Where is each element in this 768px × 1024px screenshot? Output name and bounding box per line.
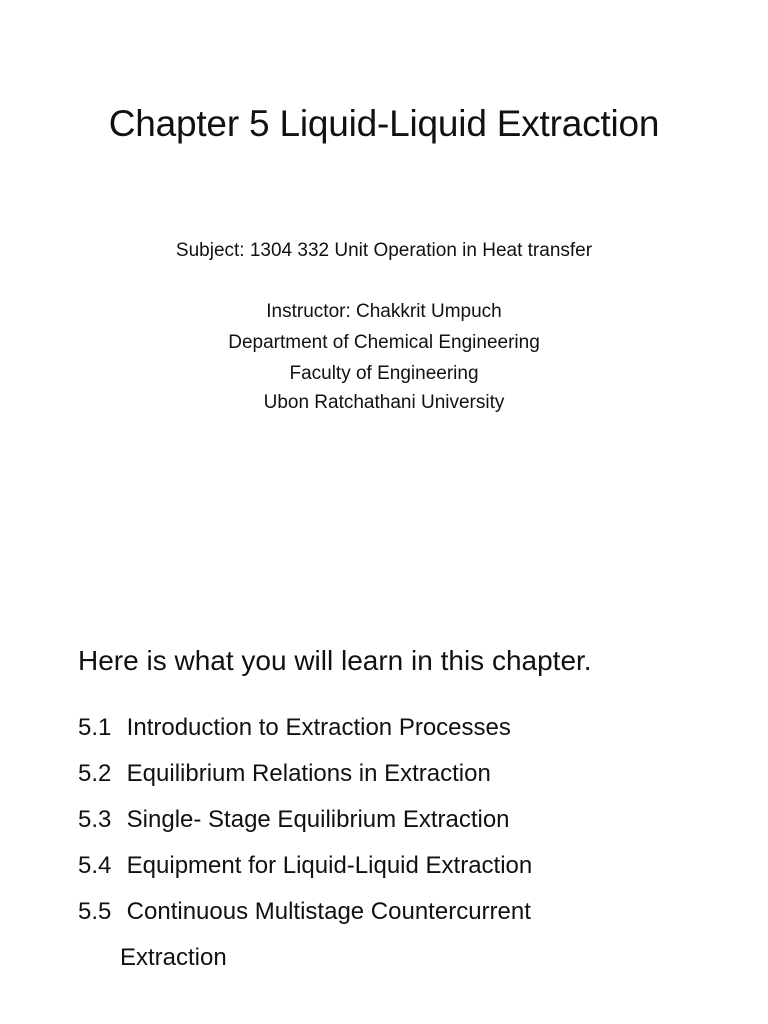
outline-item	[78, 760, 532, 806]
outline-text: Equipment for Liquid-Liquid Extraction	[126, 852, 533, 879]
outline-item	[78, 714, 532, 760]
outline-text: Extraction	[120, 944, 227, 971]
learning-intro: Here is what you will learn in this chapter.	[78, 645, 592, 676]
university-line: Ubon Ratchathani University	[263, 392, 505, 413]
outline-number: 5.4	[78, 852, 112, 879]
outline-text: Introduction to Extraction Processes	[126, 714, 511, 741]
outline-number: 5.3	[78, 806, 112, 833]
instructor-line: Instructor: Chakkrit Umpuch	[266, 301, 502, 322]
outline-item	[78, 852, 532, 898]
outline-number: 5.5	[78, 898, 112, 925]
faculty-line: Faculty of Engineering	[289, 363, 479, 384]
outline-item-continuation	[78, 944, 532, 990]
outline-text: Continuous Multistage Countercurrent	[126, 898, 531, 925]
outline-item	[78, 806, 532, 852]
outline-number: 5.1	[78, 714, 112, 741]
outline-item	[78, 898, 532, 944]
subject-line: Subject: 1304 332 Unit Operation in Heat transfer	[175, 240, 593, 261]
chapter-title: Chapter 5 Liquid-Liquid Extraction	[108, 103, 660, 144]
outline-text: Single- Stage Equilibrium Extraction	[126, 806, 510, 833]
chapter-outline	[78, 714, 532, 990]
outline-number: 5.2	[78, 760, 112, 787]
department-line: Department of Chemical Engineering	[228, 332, 540, 353]
outline-text: Equilibrium Relations in Extraction	[126, 760, 491, 787]
